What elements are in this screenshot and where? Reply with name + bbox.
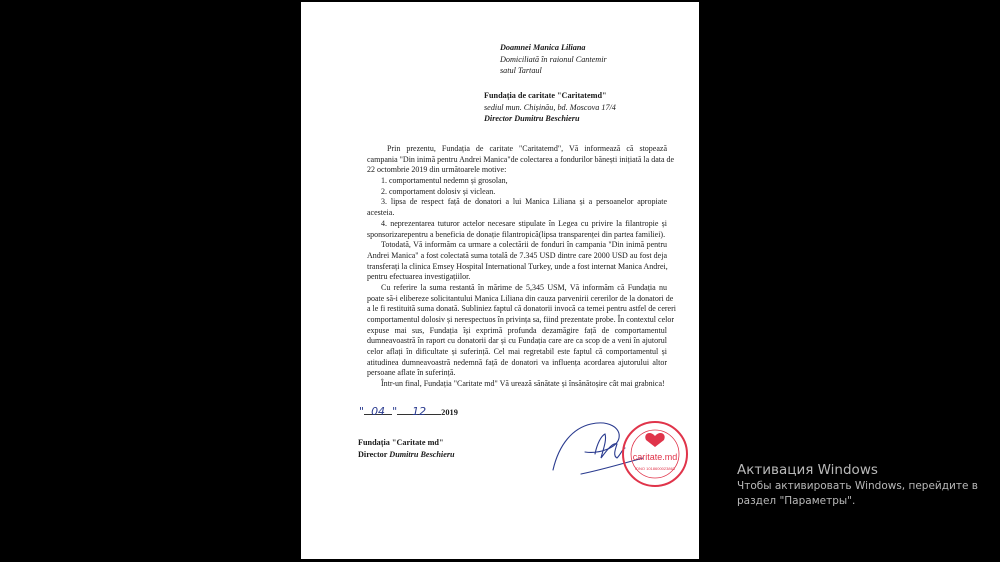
body-line: acesteia. [367, 208, 395, 218]
body-line: celor aflați în dificultate și suferință. Cel mai regretabil este faptul că comportamentul și [367, 347, 667, 357]
body-line: Totodată, Vă informăm ca urmare a colectării de fonduri în campania "Din inimă pentru [381, 240, 667, 250]
body-line: sponsorizarepentru a beneficia de donație filantropică(lipsa transparenței din partea familiei). [367, 229, 666, 239]
body-line: Cu referire la suma restantă în mărime de 5,345 USM, Vă informăm că Fundația nu [381, 282, 667, 292]
date-year: 2019 [441, 408, 458, 417]
body-line: Prin prezentu, Fundația de caritate "Caritatemd", Vă informează că stopează [387, 144, 667, 153]
watermark-title: Активация Windows [737, 462, 878, 478]
sender-director: Director Dumitru Beschieru [484, 114, 580, 124]
date-day: 04 [371, 405, 386, 418]
watermark-line: раздел "Параметры". [737, 495, 856, 507]
signature-director-name: Dumitru Beschieru [389, 450, 455, 459]
recipient-district: Domiciliată în raionul Cantemir [500, 54, 607, 64]
stamp-ring-text: IDNO 1018600023863 [634, 466, 676, 471]
reason-item: 1. comportamentul nedemn și grosolan, [381, 176, 508, 186]
recipient-village: satul Tartaul [500, 66, 542, 76]
letter-body [367, 144, 676, 390]
closing-line: Într-un final, Fundația "Caritate md" Vă urează sănătate și însănătoșire cât mai grabnica! [381, 379, 665, 389]
recipient-block [500, 42, 607, 77]
handwritten-signature [553, 423, 643, 474]
date-month-line [397, 405, 441, 418]
sender-block [484, 90, 616, 125]
signature-block [358, 437, 455, 461]
date-month: 12 [412, 405, 427, 418]
body-line: Andrei Manica" a fost colectată suma totală de 7.345 USD dintre care 2000 USD au fost deja [367, 250, 667, 260]
body-line: poate să-i elibereze solicitantului Manica Liliana din cauza parvenirii cererilor de la donatori de [367, 293, 674, 303]
sender-name: Fundația de caritate "Caritatemd" [484, 91, 607, 100]
body-line: expuse mai sus, Fundația își exprimă profunda dezamăgire față de comportamentul [367, 325, 667, 335]
document-page [301, 2, 699, 559]
body-line: campania "Din inimă pentru Andrei Manica"de colectarea a fondurilor bănești inițiată la data de [367, 154, 675, 164]
windows-activation-watermark [737, 461, 978, 509]
letter-date [359, 405, 458, 418]
body-line: persoane aflate în suferință. [367, 368, 456, 378]
reason-item: 4. neprezentarea tuturor actelor necesare stipulate în Legea cu privire la filantropie și [381, 218, 667, 228]
date-open-quote: " [359, 405, 365, 418]
caritate-stamp [623, 422, 687, 486]
stamp-text: caritate.md [632, 452, 678, 462]
reason-item: 2. comportament dolosiv și viclean. [381, 186, 496, 196]
body-line: pentru efectuarea investigațiilor. [367, 272, 471, 282]
signature-org: Fundația "Caritate md" [358, 438, 444, 447]
date-close-quote: " [392, 405, 398, 418]
reason-item: 3. lipsa de respect față de donatori a lui Manica Liliana și a persoanelor apropiate [381, 197, 667, 207]
date-day-line [364, 405, 392, 418]
sender-address: sediul mun. Chișinău, bd. Moscova 17/4 [484, 102, 616, 112]
signature-stamp-graphic [551, 414, 691, 494]
recipient-name: Doamnei Manica Liliana [500, 43, 586, 52]
watermark-line: Чтобы активировать Windows, перейдите в [737, 480, 978, 492]
body-line: a le fi restituită suma donată. Subliniez faptul că donatorii invocă ca temei pentru astfel de cereri [367, 304, 676, 314]
body-line: dumneavoastră în raport cu donatorii dar și cu Fundația care are ca scop de a veni în ajutorul [367, 336, 667, 346]
heart-icon [645, 433, 664, 447]
body-line: 22 octombrie 2019 din următoarele motive: [367, 165, 507, 175]
body-line: comportamentul dolosiv și nerespectuos în privința sa, fiind prezentate probe. În contextul celor [367, 315, 675, 324]
signature-director-title: Director [358, 450, 388, 459]
body-line: atitudinea dumneavoastră nedemnă față de donatori va influența acordarea ajutorului altor [367, 357, 667, 367]
signature-director [358, 449, 455, 461]
body-line: transferați la clinica Emsey Hospital International Turkey, unde a fost internat Manica Andrei, [367, 261, 668, 271]
